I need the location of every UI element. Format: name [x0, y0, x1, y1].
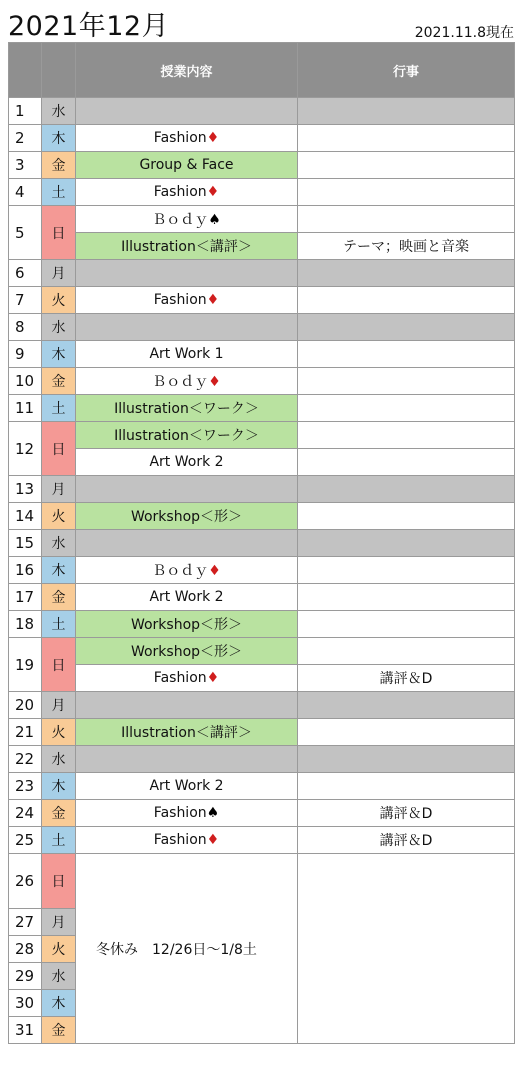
weekday-cell: 火 — [42, 287, 76, 314]
weekday-cell: 火 — [42, 503, 76, 530]
day-number: 16 — [9, 557, 42, 584]
class-label: Illustration＜ワーク＞ — [114, 428, 259, 444]
diamond-icon: ♦ — [206, 184, 220, 200]
class-cell — [76, 449, 298, 476]
table-row — [9, 584, 515, 611]
weekday-cell: 金 — [42, 368, 76, 395]
class-cell — [76, 584, 298, 611]
schedule-table — [8, 42, 515, 1044]
day-number: 10 — [9, 368, 42, 395]
event-cell: 講評＆D — [298, 800, 515, 827]
event-cell — [298, 287, 515, 314]
class-label: Illustration＜講評＞ — [121, 725, 252, 741]
class-label: Art Work 1 — [149, 346, 224, 362]
weekday-cell: 日 — [42, 638, 76, 692]
class-label: Ｂｏｄｙ — [152, 374, 209, 390]
table-row — [9, 152, 515, 179]
class-cell — [76, 233, 298, 260]
table-row — [9, 449, 515, 476]
day-number: 20 — [9, 692, 42, 719]
day-number: 12 — [9, 422, 42, 476]
weekday-cell: 月 — [42, 260, 76, 287]
event-cell — [298, 584, 515, 611]
class-cell — [76, 476, 298, 503]
event-cell — [298, 341, 515, 368]
class-cell — [76, 395, 298, 422]
table-row — [9, 800, 515, 827]
table-row — [9, 287, 515, 314]
event-cell — [298, 260, 515, 287]
diamond-icon: ♦ — [208, 563, 221, 579]
table-row — [9, 125, 515, 152]
table-row — [9, 368, 515, 395]
class-label: Fashion — [153, 805, 207, 821]
event-cell — [298, 638, 515, 665]
event-cell — [298, 422, 515, 449]
class-cell — [76, 503, 298, 530]
weekday-cell: 金 — [42, 584, 76, 611]
class-cell — [76, 287, 298, 314]
table-row — [9, 314, 515, 341]
table-row — [9, 98, 515, 125]
schedule-body — [9, 98, 515, 1044]
class-label: Fashion — [153, 832, 207, 848]
class-label: Group & Face — [139, 157, 234, 173]
weekday-cell: 土 — [42, 611, 76, 638]
table-row — [9, 773, 515, 800]
weekday-cell: 土 — [42, 179, 76, 206]
table-row — [9, 206, 515, 233]
day-number: 4 — [9, 179, 42, 206]
table-row — [9, 854, 515, 909]
weekday-cell: 水 — [42, 98, 76, 125]
table-row — [9, 557, 515, 584]
header-class: 授業内容 — [76, 43, 298, 98]
weekday-cell: 火 — [42, 719, 76, 746]
event-cell — [298, 476, 515, 503]
day-number: 26 — [9, 854, 42, 909]
event-cell: テーマ；映画と音楽 — [298, 233, 515, 260]
diamond-icon: ♦ — [208, 374, 221, 390]
day-number: 6 — [9, 260, 42, 287]
day-number: 15 — [9, 530, 42, 557]
event-cell — [298, 503, 515, 530]
event-cell — [298, 98, 515, 125]
weekday-cell: 火 — [42, 936, 76, 963]
event-cell — [298, 854, 515, 1044]
class-label: Workshop＜形＞ — [130, 644, 243, 660]
weekday-cell: 月 — [42, 909, 76, 936]
day-number: 24 — [9, 800, 42, 827]
weekday-cell: 月 — [42, 692, 76, 719]
weekday-cell: 木 — [42, 341, 76, 368]
class-cell — [76, 341, 298, 368]
table-row — [9, 827, 515, 854]
class-cell — [76, 827, 298, 854]
table-row — [9, 692, 515, 719]
class-label: Illustration＜講評＞ — [121, 239, 252, 255]
class-label: Ｂｏｄｙ — [152, 563, 209, 579]
event-cell — [298, 530, 515, 557]
table-row — [9, 341, 515, 368]
class-cell — [76, 98, 298, 125]
spade-icon: ♠ — [206, 805, 220, 821]
day-number: 27 — [9, 909, 42, 936]
class-cell — [76, 125, 298, 152]
day-number: 30 — [9, 990, 42, 1017]
class-cell — [76, 557, 298, 584]
class-label: Fashion — [153, 670, 207, 686]
event-cell — [298, 611, 515, 638]
vacation-cell: 冬休み 12/26日〜1/8土 — [76, 854, 298, 1044]
day-number: 19 — [9, 638, 42, 692]
class-label: Illustration＜ワーク＞ — [114, 401, 259, 417]
weekday-cell: 土 — [42, 395, 76, 422]
diamond-icon: ♦ — [206, 292, 220, 308]
class-cell — [76, 422, 298, 449]
header-row — [9, 43, 515, 98]
class-cell — [76, 773, 298, 800]
event-cell: 講評＆D — [298, 665, 515, 692]
class-cell — [76, 746, 298, 773]
class-label: Art Work 2 — [149, 454, 224, 470]
header-weekday — [42, 43, 76, 98]
class-cell — [76, 152, 298, 179]
class-label: Art Work 2 — [149, 589, 224, 605]
class-cell — [76, 638, 298, 665]
event-cell — [298, 692, 515, 719]
class-cell — [76, 179, 298, 206]
event-cell: 講評＆D — [298, 827, 515, 854]
day-number: 31 — [9, 1017, 42, 1044]
class-cell — [76, 260, 298, 287]
table-row — [9, 638, 515, 665]
weekday-cell: 金 — [42, 152, 76, 179]
class-label: Workshop＜形＞ — [130, 617, 243, 633]
weekday-cell: 土 — [42, 827, 76, 854]
weekday-cell: 木 — [42, 990, 76, 1017]
class-label: Workshop＜形＞ — [130, 509, 243, 525]
event-cell — [298, 368, 515, 395]
weekday-cell: 水 — [42, 314, 76, 341]
table-row — [9, 530, 515, 557]
day-number: 9 — [9, 341, 42, 368]
table-row — [9, 476, 515, 503]
day-number: 11 — [9, 395, 42, 422]
diamond-icon: ♦ — [206, 130, 220, 146]
table-row — [9, 179, 515, 206]
class-cell — [76, 692, 298, 719]
weekday-cell: 日 — [42, 854, 76, 909]
weekday-cell: 木 — [42, 773, 76, 800]
event-cell — [298, 449, 515, 476]
day-number: 2 — [9, 125, 42, 152]
class-label: Fashion — [153, 130, 207, 146]
as-of-date: 2021.11.8現在 — [414, 25, 514, 41]
diamond-icon: ♦ — [206, 832, 220, 848]
class-cell — [76, 800, 298, 827]
day-number: 22 — [9, 746, 42, 773]
event-cell — [298, 746, 515, 773]
class-cell — [76, 665, 298, 692]
day-number: 25 — [9, 827, 42, 854]
header-event: 行事 — [298, 43, 515, 98]
weekday-cell: 金 — [42, 1017, 76, 1044]
event-cell — [298, 152, 515, 179]
day-number: 5 — [9, 206, 42, 260]
table-row — [9, 746, 515, 773]
weekday-cell: 木 — [42, 557, 76, 584]
event-cell — [298, 206, 515, 233]
event-cell — [298, 719, 515, 746]
spade-icon: ♠ — [208, 212, 221, 228]
event-cell — [298, 557, 515, 584]
table-row — [9, 260, 515, 287]
weekday-cell: 日 — [42, 206, 76, 260]
class-label: Ｂｏｄｙ — [152, 212, 209, 228]
day-number: 8 — [9, 314, 42, 341]
weekday-cell: 水 — [42, 963, 76, 990]
diamond-icon: ♦ — [206, 670, 220, 686]
page-title: 2021年12月 — [8, 11, 170, 42]
day-number: 23 — [9, 773, 42, 800]
table-row — [9, 719, 515, 746]
class-cell — [76, 530, 298, 557]
table-row — [9, 422, 515, 449]
event-cell — [298, 179, 515, 206]
class-label: Fashion — [153, 184, 207, 200]
class-label: Art Work 2 — [149, 778, 224, 794]
table-row — [9, 503, 515, 530]
class-cell — [76, 314, 298, 341]
weekday-cell: 水 — [42, 530, 76, 557]
event-cell — [298, 773, 515, 800]
event-cell — [298, 314, 515, 341]
class-cell — [76, 719, 298, 746]
day-number: 7 — [9, 287, 42, 314]
weekday-cell: 金 — [42, 800, 76, 827]
day-number: 29 — [9, 963, 42, 990]
weekday-cell: 木 — [42, 125, 76, 152]
day-number: 3 — [9, 152, 42, 179]
table-row — [9, 665, 515, 692]
table-row — [9, 395, 515, 422]
class-cell — [76, 368, 298, 395]
class-label: Fashion — [153, 292, 207, 308]
day-number: 18 — [9, 611, 42, 638]
class-cell — [76, 611, 298, 638]
day-number: 21 — [9, 719, 42, 746]
day-number: 17 — [9, 584, 42, 611]
day-number: 14 — [9, 503, 42, 530]
day-number: 1 — [9, 98, 42, 125]
weekday-cell: 月 — [42, 476, 76, 503]
weekday-cell: 水 — [42, 746, 76, 773]
event-cell — [298, 395, 515, 422]
day-number: 28 — [9, 936, 42, 963]
table-row — [9, 611, 515, 638]
event-cell — [298, 125, 515, 152]
day-number: 13 — [9, 476, 42, 503]
table-row — [9, 233, 515, 260]
weekday-cell: 日 — [42, 422, 76, 476]
class-cell — [76, 206, 298, 233]
header-day — [9, 43, 42, 98]
